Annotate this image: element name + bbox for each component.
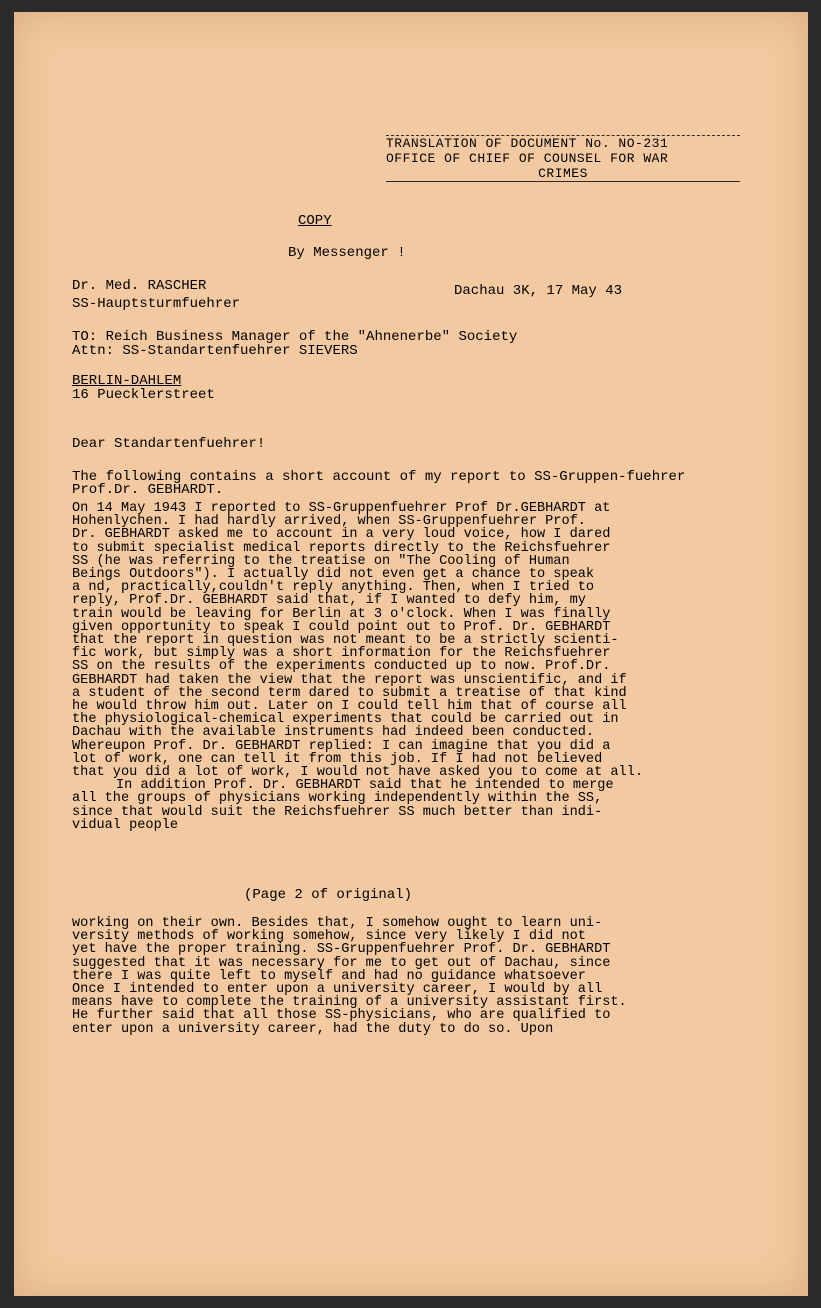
body-line: He further said that all those SS-physicians, who are qualified to xyxy=(72,1008,611,1024)
address-city: BERLIN-DAHLEM xyxy=(72,373,182,389)
body-line: yet have the proper training. SS-Gruppenfuehrer Prof. Dr. GEBHARDT xyxy=(72,942,611,958)
body-para-1 xyxy=(72,502,772,779)
recipient-to: TO: Reich Business Manager of the "Ahnenerbe" Society xyxy=(72,329,518,345)
dateline: Dachau 3K, 17 May 43 xyxy=(454,283,623,299)
body-line: that you did a lot of work, I would not have asked you to come at all. xyxy=(72,765,644,781)
sender-name: Dr. Med. RASCHER xyxy=(72,278,207,294)
document-page xyxy=(14,12,808,1296)
body-line: train would be leaving for Berlin at 3 o'clock. When I was finally xyxy=(72,606,611,622)
body-line: fic work, but simply was a short information for the Reichsfuehrer xyxy=(72,646,611,662)
body-line: lot of work, one can tell it from this job. If I had not believed xyxy=(72,751,603,767)
body-line: a student of the second term dared to submit a treatise of that kind xyxy=(72,685,627,701)
sender-block xyxy=(72,277,240,313)
body-line: a nd, practically,couldn't reply anything. Then, when I tried to xyxy=(72,580,595,596)
recipient-block xyxy=(72,330,517,358)
page-marker: (Page 2 of original) xyxy=(244,887,413,903)
body-line: In addition Prof. Dr. GEBHARDT said that he intended to merge xyxy=(116,778,614,794)
body-line: On 14 May 1943 I reported to SS-Gruppenfuehrer Prof Dr.GEBHARDT at xyxy=(72,501,611,516)
body-line: to submit specialist medical reports directly to the Reichsfuehrer xyxy=(72,540,611,556)
header-line-2: OFFICE OF CHIEF OF COUNSEL FOR WAR xyxy=(386,151,669,166)
sender-rank: SS-Hauptsturmfuehrer xyxy=(72,296,241,312)
body-text-page2 xyxy=(72,917,732,1036)
header-line-3: CRIMES xyxy=(538,166,588,181)
body-line: he would throw him out. Later on I could tell him that of course all xyxy=(72,699,627,715)
body-line: Dr. GEBHARDT asked me to account in a very loud voice, how I dared xyxy=(72,527,611,543)
address-street: 16 Puecklerstreet xyxy=(72,387,215,403)
header-solid-rule xyxy=(386,181,740,182)
body-line: versity methods of working somehow, since very likely I did not xyxy=(72,929,586,945)
body-line: since that would suit the Reichsfuehrer SS much better than indi- xyxy=(72,804,603,820)
body-line: SS (he was referring to the treatise on "The Cooling of Human xyxy=(72,553,570,569)
address-block xyxy=(72,374,215,402)
body-line: all the groups of physicians working independently within the SS, xyxy=(72,791,603,807)
body-line: means have to complete the training of a university assistant first. xyxy=(72,995,627,1011)
body-line: working on their own. Besides that, I somehow ought to learn uni- xyxy=(72,916,603,931)
body-line: vidual people xyxy=(72,817,179,833)
body-line: Hohenlychen. I had hardly arrived, when SS-Gruppenfuehrer Prof. xyxy=(72,514,586,530)
body-line: Whereupon Prof. Dr. GEBHARDT replied: I can imagine that you did a xyxy=(72,738,611,754)
header-line-1: TRANSLATION OF DOCUMENT No. NO-231 xyxy=(386,136,669,151)
body-line: GEBHARDT had taken the view that the report was unscientific, and if xyxy=(72,672,627,688)
body-line: Beings Outdoors"). I actually did not even get a chance to speak xyxy=(72,567,595,583)
translation-header xyxy=(386,135,740,182)
body-line: there I was quite left to myself and had no guidance whatsoever xyxy=(72,968,586,984)
body-text-page1 xyxy=(72,502,772,832)
body-line: Dachau with the available instruments had indeed been conducted. xyxy=(72,725,595,741)
body-line: the physiological-chemical experiments that could be carried out in xyxy=(72,712,619,728)
body-line: that the report in question was not meant to be a strictly scienti- xyxy=(72,633,619,649)
intro-paragraph: The following contains a short account of my report to SS-Gruppen-fuehrer Prof.Dr. GEBHARDT. xyxy=(72,469,686,498)
body-line: Once I intended to enter upon a university career, I would by all xyxy=(72,982,603,998)
body-line: suggested that it was necessary for me to get out of Dachau, since xyxy=(72,955,611,971)
recipient-attn: Attn: SS-Standartenfuehrer SIEVERS xyxy=(72,343,358,359)
body-line: given opportunity to speak I could point out to Prof. Dr. GEBHARDT xyxy=(72,619,611,635)
salutation: Dear Standartenfuehrer! xyxy=(72,436,266,452)
body-line: enter upon a university career, had the duty to do so. Upon xyxy=(72,1021,554,1037)
body-para-2 xyxy=(72,779,772,832)
delivery-note: By Messenger ! xyxy=(288,245,406,261)
body-line: reply, Prof.Dr. GEBHARDT said that, if I wanted to defy him, my xyxy=(72,593,586,609)
copy-label: COPY xyxy=(298,213,332,229)
body-line: SS on the results of the experiments conducted up to now. Prof.Dr. xyxy=(72,659,611,675)
